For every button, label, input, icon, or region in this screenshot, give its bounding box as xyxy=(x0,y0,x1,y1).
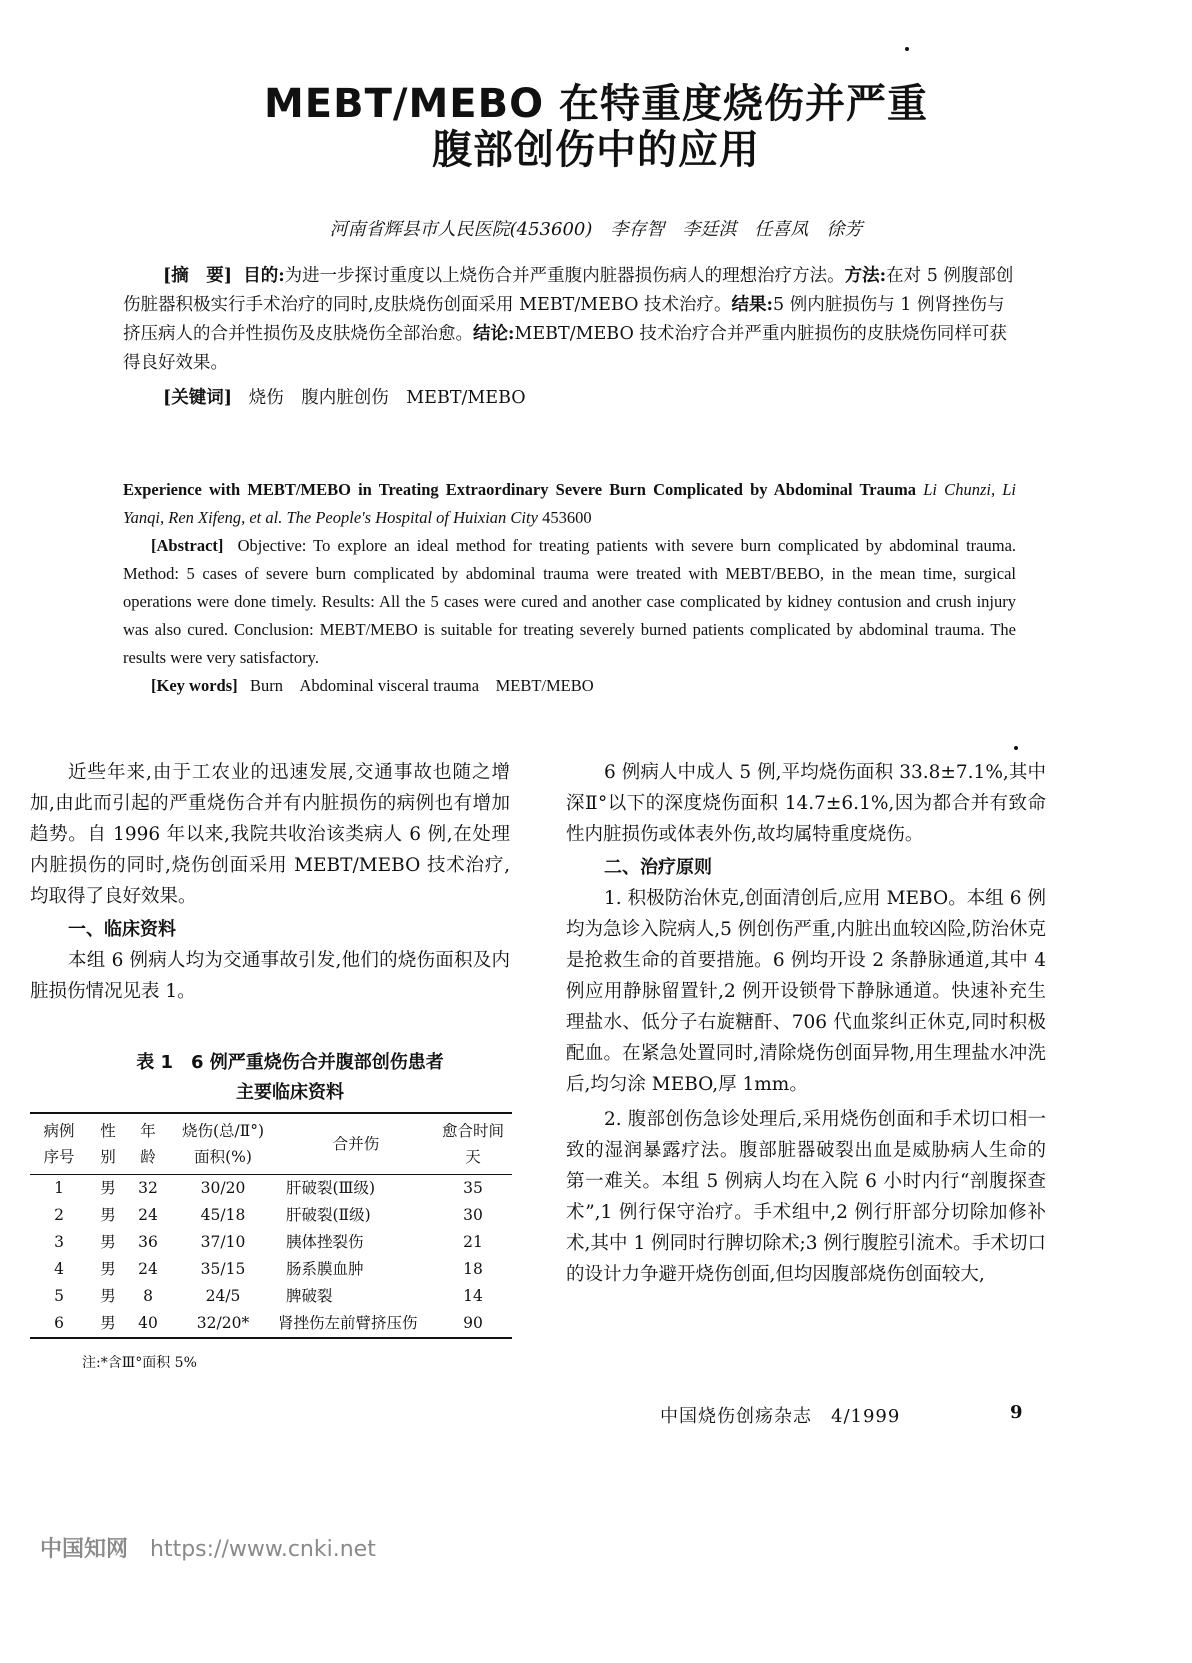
paper-title-line-1: MEBT/MEBO 在特重度烧伤并严重 xyxy=(263,81,929,127)
header-injury: 合并伤 xyxy=(332,1135,380,1153)
page-number: 9 xyxy=(1010,1402,1023,1423)
method-text: 在对 5 例腹部创伤脏器积极实行手术治疗的同时,皮肤烧伤创面采用 MEBT/MEBO 技术治疗。 xyxy=(123,266,1014,315)
keywords-label: [关键词] xyxy=(163,388,233,408)
english-keywords-label: [Key words] xyxy=(151,676,238,695)
abstract-paragraph xyxy=(123,262,1016,378)
authors-affiliation: 河南省辉县市人民医院(453600) 李存智 李廷淇 任喜凤 徐芳 xyxy=(329,219,863,240)
conclusion-text: MEBT/MEBO 技术治疗合并严重内脏损伤的皮肤烧伤同样可获得良好效果。 xyxy=(123,324,1007,373)
intro-paragraph: 近些年来,由于工农业的迅速发展,交通事故也随之增加,由此而引起的严重烧伤合并有内脏损伤的病例也有增加趋势。自 1996 年以来,我院共收治该类病人 6 例,在处理内脏损伤的同时,烧伤创面采用 MEBT/MEBO 技术治疗,均取得了良好效果。 xyxy=(30,762,510,907)
result-label: 结果: xyxy=(731,295,774,315)
english-title: Experience with MEBT/MEBO in Treating Extraordinary Severe Burn Complicated by Abdominal Trauma xyxy=(123,480,917,499)
header-burn-area: 烧伤(总/Ⅱ°) 面积(%) xyxy=(181,1122,265,1166)
section-heading-treatment: 二、治疗原则 xyxy=(604,857,712,878)
clinical-data-table xyxy=(30,1112,512,1339)
result-text: 5 例内脏损伤与 1 例肾挫伤与挤压病人的合并性损伤及皮肤烧伤全部治愈。 xyxy=(123,295,1005,344)
english-title-line xyxy=(123,476,1016,532)
table-row: 2 男 24 45/18 肝破裂(Ⅱ级) 30 xyxy=(54,1206,483,1224)
left-column xyxy=(30,757,510,1007)
keywords-text: 烧伤 腹内脏创伤 MEBT/MEBO xyxy=(248,388,526,408)
table-row: 1 男 32 30/20 肝破裂(Ⅲ级) 35 xyxy=(54,1179,483,1197)
section-heading-clinical-data: 一、临床资料 xyxy=(68,919,176,940)
table-caption-line-2: 主要临床资料 xyxy=(236,1082,344,1103)
table-row: 3 男 36 37/10 胰体挫裂伤 21 xyxy=(54,1233,483,1251)
table-header-row xyxy=(30,1113,512,1175)
header-age: 年 龄 xyxy=(140,1122,156,1166)
print-speck xyxy=(905,47,909,51)
english-keywords-text: Burn Abdominal visceral trauma MEBT/MEBO xyxy=(249,676,594,695)
purpose-label: 目的: xyxy=(243,266,285,286)
english-abstract xyxy=(123,476,1016,700)
cnki-watermark xyxy=(40,1532,376,1563)
english-keywords-line xyxy=(123,672,1016,700)
table-row: 6 男 40 32/20* 肾挫伤左前臂挤压伤 90 xyxy=(30,1310,512,1338)
header-healing-days: 愈合时间 天 xyxy=(441,1122,504,1166)
method-label: 方法: xyxy=(844,266,887,286)
treatment-paragraph-2: 2. 腹部创伤急诊处理后,采用烧伤创面和手术切口相一致的湿润暴露疗法。腹部脏器破裂出血是威胁病人生命的第一难关。本组 5 例病人均在入院 6 小时内行“剖腹探查术”,1 例行保守治疗。手术组中,2 例行肝部分切除加修补术,其中 1 例同时行脾切除术;3 例行腹腔引流术。手术切口的设计力争避开烧伤创面,但均因腹部烧伤创面较大, xyxy=(566,1109,1046,1285)
english-zip: 453600 xyxy=(542,508,592,527)
print-speck xyxy=(1014,746,1018,750)
header-case-no: 病例 序号 xyxy=(43,1122,75,1166)
table-row: 5 男 8 24/5 脾破裂 14 xyxy=(54,1287,483,1305)
english-abstract-label: [Abstract] xyxy=(151,536,224,555)
patients-paragraph: 6 例病人中成人 5 例,平均烧伤面积 33.8±7.1%,其中深Ⅱ°以下的深度烧伤面积 14.7±6.1%,因为都合并有致命性内脏损伤或体表外伤,故均属特重度烧伤。 xyxy=(566,762,1046,845)
keywords-line xyxy=(123,384,1016,413)
cnki-url[interactable]: https://www.cnki.net xyxy=(150,1537,376,1562)
conclusion-label: 结论: xyxy=(473,324,515,344)
table-row: 4 男 24 35/15 肠系膜血肿 18 xyxy=(54,1260,483,1278)
paper-title-line-2: 腹部创伤中的应用 xyxy=(432,127,760,173)
table-caption-line-1: 表 1 6 例严重烧伤合并腹部创伤患者 xyxy=(136,1052,444,1073)
cnki-logo-text: 中国知网 xyxy=(40,1537,129,1562)
clinical-data-paragraph: 本组 6 例病人均为交通事故引发,他们的烧伤面积及内脏损伤情况见表 1。 xyxy=(30,950,510,1002)
english-authors: Li Chunzi, Li Yanqi, Ren Xifeng, et al. The People's Hospital of Huixian City xyxy=(123,480,1017,527)
table-note: 注:*含Ⅲ°面积 5% xyxy=(82,1355,197,1371)
table-caption xyxy=(30,1048,550,1108)
header-sex: 性 别 xyxy=(100,1122,116,1166)
right-column xyxy=(566,757,1046,1290)
abstract-label: [摘 要] xyxy=(163,266,233,286)
treatment-paragraph-1: 1. 积极防治休克,创面清创后,应用 MEBO。本组 6 例均为急诊入院病人,5 例创伤严重,内脏出血较凶险,防治休克是抢救生命的首要措施。6 例均开设 2 条静脉通道,其中 4 例应用静脉留置针,2 例开设锁骨下静脉通道。快速补充生理盐水、低分子右旋糖酐、706 代血浆纠正休克,同时积极配血。在紧急处置同时,清除烧伤创面异物,用生理盐水冲洗后,均匀涂 MEBO,厚 1mm。 xyxy=(566,888,1046,1095)
journal-footer: 中国烧伤创疡杂志 4/1999 xyxy=(660,1406,901,1427)
purpose-text: 为进一步探讨重度以上烧伤合并严重腹内脏器损伤病人的理想治疗方法。 xyxy=(284,266,845,286)
english-abstract-paragraph xyxy=(123,532,1016,672)
chinese-abstract xyxy=(123,262,1016,413)
english-abstract-text: Objective: To explore an ideal method for treating patients with severe burn complicated by abdominal trauma. Method: 5 cases of severe burn complicated by abdominal trauma were treated with MEBT/BEBO, in the mean time, surgical operations were done timely. Results: All the 5 cases were cured and another case complicated by kidney contusion and crush injury was also cured. Conclusion: MEBT/MEBO is suitable for treating severely burned patients complicated by abdominal trauma. The results were very satisfactory. xyxy=(123,536,1017,667)
